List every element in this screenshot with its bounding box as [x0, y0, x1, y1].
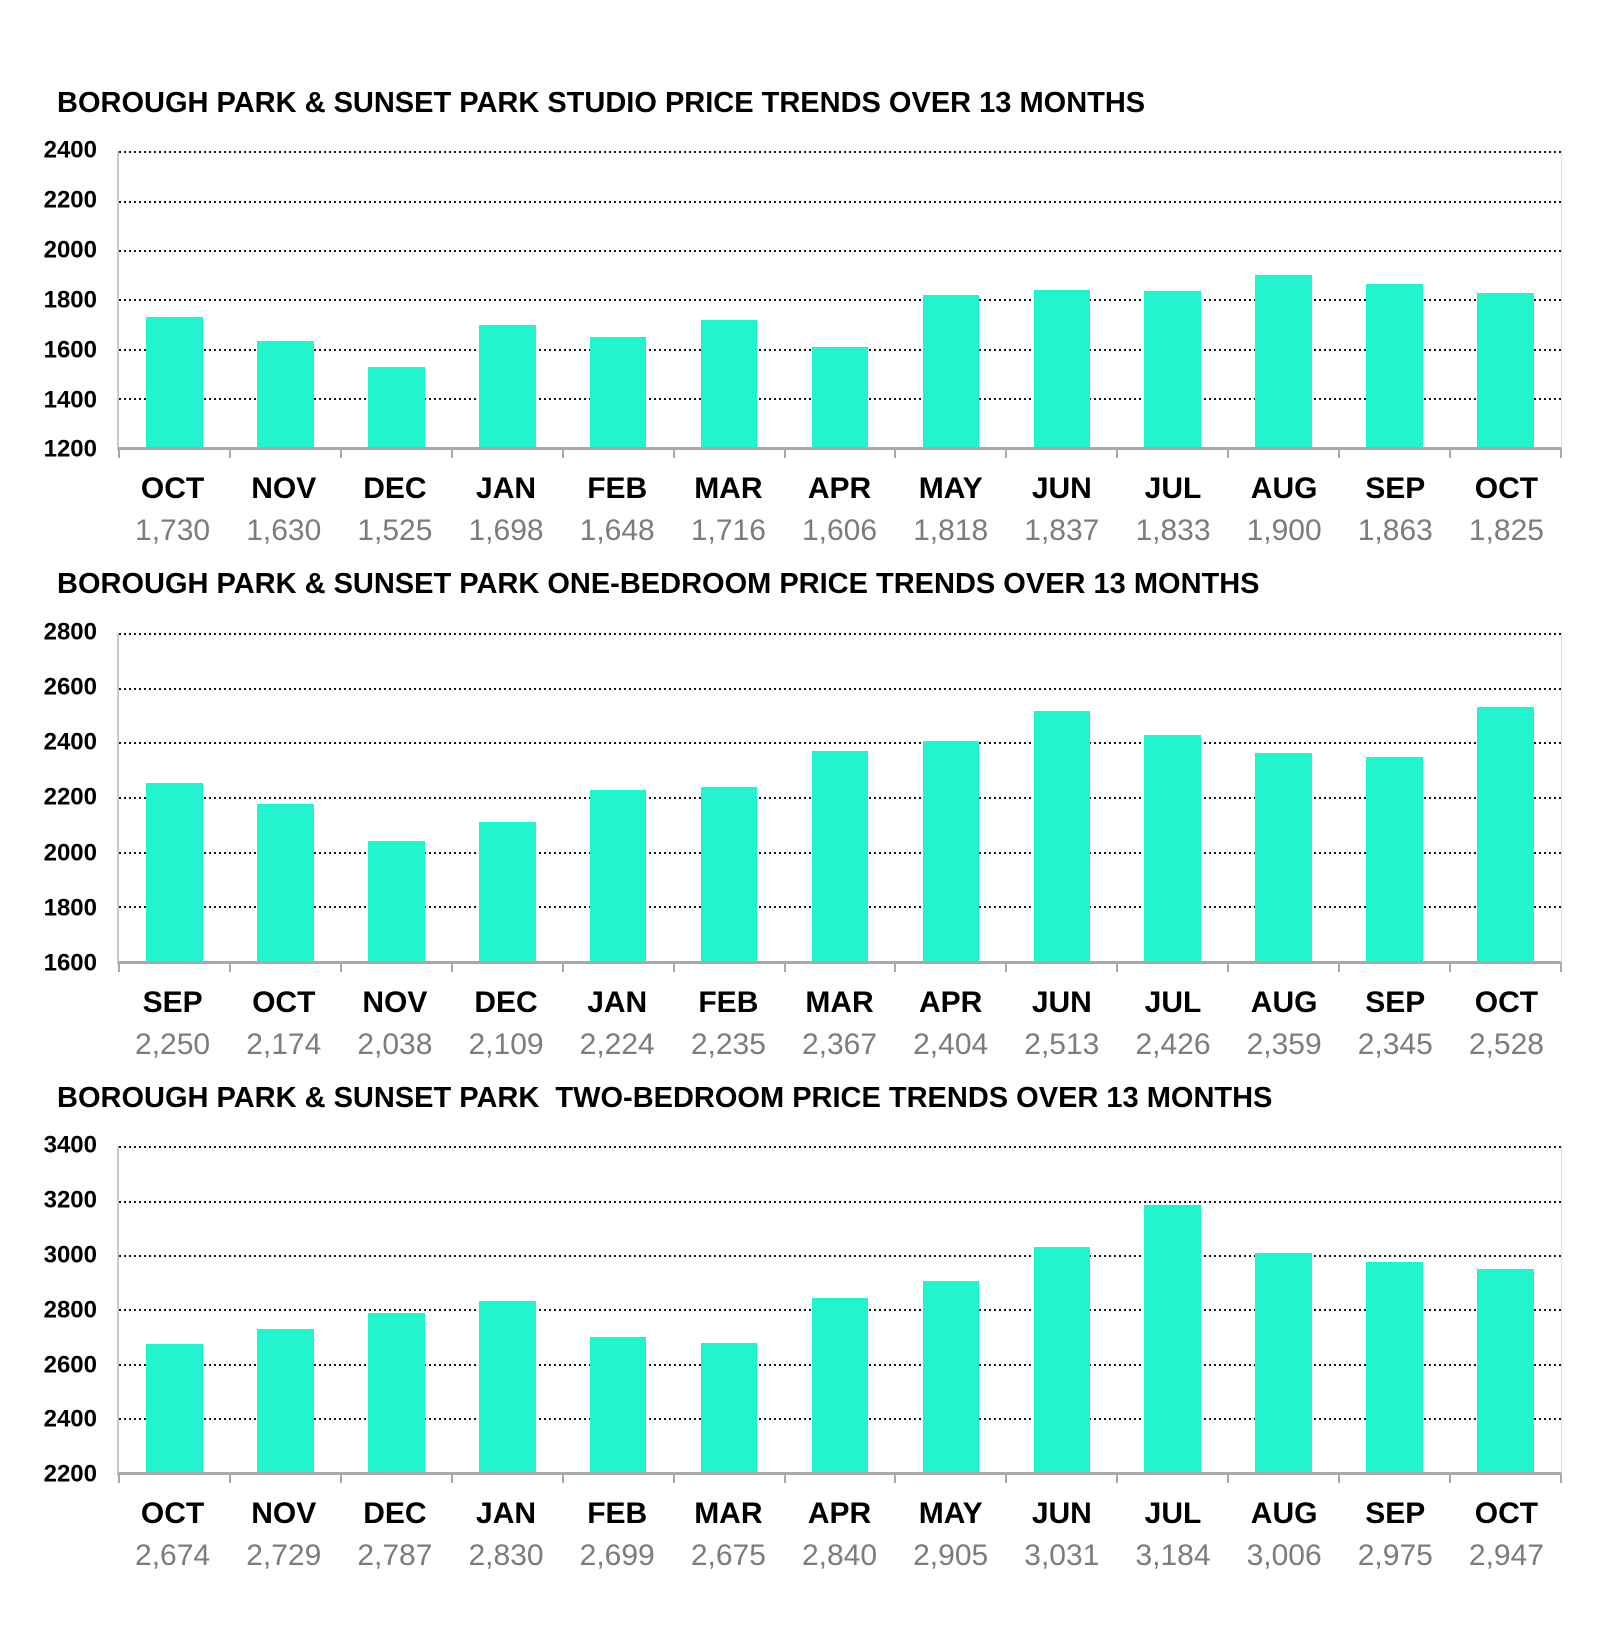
bar — [701, 320, 758, 447]
x-value-label: 1,863 — [1357, 514, 1433, 548]
chart-title: BOROUGH PARK & SUNSET PARK STUDIO PRICE TRENDS OVER 13 MONTHS — [57, 87, 1146, 119]
price-trend-chart — [0, 1083, 1600, 1572]
y-tick-label: 2200 — [43, 1460, 97, 1488]
bar-slot — [1006, 151, 1117, 447]
bar — [1477, 707, 1534, 961]
x-label-slot — [1006, 1497, 1117, 1572]
x-label-slot — [1451, 1497, 1562, 1572]
x-value-label: 2,174 — [246, 1027, 322, 1061]
x-label-slot — [339, 986, 450, 1061]
x-month-label: NOV — [251, 1497, 317, 1531]
x-label-slot — [339, 1497, 450, 1572]
x-value-label: 2,109 — [468, 1027, 544, 1061]
x-value-label: 3,031 — [1024, 1539, 1100, 1573]
x-axis-tick — [1227, 450, 1229, 458]
x-value-label: 1,730 — [135, 514, 211, 548]
x-label-slot — [228, 986, 339, 1061]
x-axis-tick — [894, 1475, 896, 1483]
bar-slot — [895, 151, 1006, 447]
x-month-label: APR — [807, 1497, 872, 1531]
bar — [479, 822, 536, 961]
x-axis-tick — [1338, 964, 1340, 972]
x-axis-tick — [1449, 450, 1451, 458]
x-month-label: JAN — [476, 1497, 537, 1531]
x-month-label: AUG — [1250, 1497, 1318, 1531]
x-axis-tick — [451, 450, 453, 458]
plot-area — [117, 151, 1562, 450]
x-axis-labels — [117, 1497, 1562, 1572]
bar-slot — [1117, 633, 1228, 961]
bar — [368, 1313, 425, 1472]
x-month-label: OCT — [140, 1497, 205, 1531]
y-tick-label: 2600 — [43, 1351, 97, 1379]
bar — [1477, 1269, 1534, 1472]
x-axis-tick — [1227, 964, 1229, 972]
bar-slot — [341, 1146, 452, 1472]
x-value-label: 1,525 — [357, 514, 433, 548]
x-value-label: 1,630 — [246, 514, 322, 548]
x-axis-tick — [229, 964, 231, 972]
price-trend-chart — [0, 88, 1600, 547]
bar-slot — [341, 151, 452, 447]
x-label-slot — [117, 472, 228, 547]
x-label-slot — [562, 472, 673, 547]
plot-area — [117, 633, 1562, 964]
x-axis-tick — [1227, 1475, 1229, 1483]
x-axis-tick — [1560, 964, 1562, 972]
x-label-slot — [1117, 472, 1228, 547]
x-axis-tick — [451, 1475, 453, 1483]
y-tick-label: 1600 — [43, 949, 97, 977]
bar — [701, 1343, 758, 1472]
x-month-label: APR — [807, 472, 872, 506]
plot-area — [117, 1146, 1562, 1475]
bar-slot — [1228, 633, 1339, 961]
bar-slot — [1339, 1146, 1450, 1472]
x-month-label: JUL — [1144, 1497, 1202, 1531]
bar — [1255, 753, 1312, 960]
x-label-slot — [673, 1497, 784, 1572]
bar — [257, 341, 314, 447]
x-axis-tick — [562, 1475, 564, 1483]
x-label-slot — [895, 472, 1006, 547]
x-label-slot — [1006, 472, 1117, 547]
x-month-label: SEP — [1365, 1497, 1426, 1531]
x-label-slot — [784, 472, 895, 547]
bar-series — [119, 1146, 1561, 1472]
x-axis-tick — [451, 964, 453, 972]
x-month-label: SEP — [1365, 985, 1426, 1019]
x-month-label: MAR — [805, 985, 874, 1019]
x-label-slot — [1117, 986, 1228, 1061]
x-month-label: NOV — [251, 472, 317, 506]
bar-slot — [674, 1146, 785, 1472]
y-tick-label: 3200 — [43, 1186, 97, 1214]
bar-slot — [1228, 151, 1339, 447]
bar-slot — [1006, 633, 1117, 961]
x-label-slot — [673, 472, 784, 547]
x-label-slot — [450, 986, 561, 1061]
x-label-slot — [673, 986, 784, 1061]
x-month-label: JAN — [587, 985, 648, 1019]
y-tick-label: 2400 — [43, 1405, 97, 1433]
x-month-label: NOV — [362, 985, 428, 1019]
bar — [812, 347, 869, 447]
y-tick-label: 3400 — [43, 1131, 97, 1159]
x-month-label: MAR — [694, 1497, 763, 1531]
bar-slot — [895, 633, 1006, 961]
bar — [1144, 291, 1201, 447]
x-label-slot — [1451, 472, 1562, 547]
bar-slot — [230, 1146, 341, 1472]
x-value-label: 1,818 — [913, 514, 989, 548]
bar — [812, 1298, 869, 1472]
bar-slot — [1339, 151, 1450, 447]
x-axis-labels — [117, 986, 1562, 1061]
y-tick-label: 2600 — [43, 673, 97, 701]
bar — [1477, 293, 1534, 447]
x-label-slot — [895, 1497, 1006, 1572]
y-tick-label: 2000 — [43, 236, 97, 264]
x-value-label: 1,648 — [579, 514, 655, 548]
x-month-label: JAN — [476, 472, 537, 506]
y-tick-label: 2800 — [43, 1296, 97, 1324]
plot-region — [0, 618, 1562, 977]
bar-slot — [1450, 151, 1561, 447]
bar — [146, 1344, 203, 1473]
x-label-slot — [117, 1497, 228, 1572]
bar-slot — [230, 151, 341, 447]
bar — [923, 1281, 980, 1473]
x-axis-tick — [1449, 964, 1451, 972]
bar — [146, 783, 203, 961]
x-label-slot — [1340, 986, 1451, 1061]
y-tick-label: 1800 — [43, 894, 97, 922]
x-value-label: 2,729 — [246, 1539, 322, 1573]
x-month-label: AUG — [1250, 472, 1318, 506]
x-month-label: OCT — [252, 985, 316, 1019]
x-month-label: JUN — [1031, 472, 1092, 506]
x-axis-labels — [117, 472, 1562, 547]
x-month-label: AUG — [1250, 985, 1318, 1019]
bar — [257, 1329, 314, 1473]
x-value-label: 1,698 — [468, 514, 544, 548]
bar — [1366, 1262, 1423, 1473]
x-month-label: DEC — [474, 985, 538, 1019]
bar-slot — [895, 1146, 1006, 1472]
x-value-label: 2,840 — [801, 1539, 878, 1573]
bar — [590, 790, 647, 961]
bar-slot — [563, 1146, 674, 1472]
x-axis-tick — [1560, 450, 1562, 458]
bar — [812, 751, 869, 961]
y-tick-label: 3000 — [43, 1241, 97, 1269]
x-value-label: 1,606 — [801, 514, 878, 548]
x-axis-tick — [894, 450, 896, 458]
x-month-label: JUL — [1144, 472, 1202, 506]
bar — [1144, 735, 1201, 961]
x-axis-tick — [118, 1475, 120, 1483]
x-axis-tick — [673, 1475, 675, 1483]
x-value-label: 2,528 — [1468, 1027, 1544, 1061]
x-label-slot — [1451, 986, 1562, 1061]
y-tick-label: 1400 — [43, 386, 97, 414]
bar — [923, 295, 980, 447]
x-axis-tick — [1116, 450, 1118, 458]
x-axis-tick — [894, 964, 896, 972]
x-value-label: 3,184 — [1135, 1539, 1211, 1573]
bar — [1034, 290, 1091, 447]
chart-title: BOROUGH PARK & SUNSET PARK TWO-BEDROOM PRICE TRENDS OVER 13 MONTHS — [57, 1081, 1273, 1114]
bar-slot — [119, 151, 230, 447]
x-value-label: 1,900 — [1246, 514, 1322, 548]
y-tick-label: 2000 — [43, 838, 97, 866]
x-month-label: FEB — [587, 472, 648, 506]
x-label-slot — [1340, 472, 1451, 547]
x-label-slot — [450, 1497, 561, 1572]
x-label-slot — [562, 1497, 673, 1572]
x-month-label: SEP — [142, 985, 203, 1019]
x-label-slot — [895, 986, 1006, 1061]
bar-slot — [1117, 151, 1228, 447]
bar-slot — [1117, 1146, 1228, 1472]
price-trend-chart — [0, 569, 1600, 1060]
bar — [1255, 275, 1312, 448]
x-label-slot — [1229, 1497, 1340, 1572]
y-axis — [0, 1131, 117, 1488]
bar-slot — [119, 1146, 230, 1472]
x-axis-tick — [784, 450, 786, 458]
y-tick-label: 2200 — [43, 783, 97, 811]
x-label-slot — [1340, 1497, 1451, 1572]
x-axis-tick — [1116, 964, 1118, 972]
bar — [701, 787, 758, 961]
bar-slot — [341, 633, 452, 961]
x-month-label: APR — [919, 985, 983, 1019]
bar-slot — [119, 633, 230, 961]
bar — [1366, 757, 1423, 961]
plot-region — [0, 136, 1562, 463]
bar — [590, 1337, 647, 1473]
bar-slot — [452, 151, 563, 447]
x-month-label: MAY — [918, 472, 983, 506]
bar — [257, 804, 314, 961]
x-value-label: 2,359 — [1246, 1027, 1322, 1061]
x-month-label: DEC — [363, 472, 427, 506]
plot-region — [0, 1131, 1562, 1488]
x-label-slot — [1006, 986, 1117, 1061]
x-month-label: MAR — [694, 472, 763, 506]
x-value-label: 2,426 — [1135, 1027, 1211, 1061]
x-axis-tick — [118, 450, 120, 458]
bar-slot — [674, 151, 785, 447]
x-value-label: 2,250 — [135, 1027, 211, 1061]
chart-title: BOROUGH PARK & SUNSET PARK ONE-BEDROOM PRICE TRENDS OVER 13 MONTHS — [57, 568, 1260, 601]
x-value-label: 2,830 — [468, 1539, 544, 1573]
x-month-label: FEB — [698, 985, 759, 1019]
bar-slot — [452, 1146, 563, 1472]
x-label-slot — [450, 472, 561, 547]
x-value-label: 2,947 — [1468, 1539, 1544, 1573]
x-value-label: 2,674 — [135, 1539, 211, 1573]
bar — [368, 367, 425, 447]
bar-slot — [785, 1146, 896, 1472]
bar-slot — [563, 633, 674, 961]
bar — [1366, 284, 1423, 448]
bar-series — [119, 151, 1561, 447]
x-axis-tick — [562, 964, 564, 972]
bar — [368, 841, 425, 961]
y-tick-label: 1200 — [43, 435, 97, 463]
x-value-label: 1,833 — [1135, 514, 1211, 548]
x-axis-tick — [340, 964, 342, 972]
x-label-slot — [562, 986, 673, 1061]
x-axis-tick — [784, 1475, 786, 1483]
x-month-label: OCT — [1474, 985, 1539, 1019]
y-tick-label: 2400 — [43, 728, 97, 756]
x-label-slot — [784, 986, 895, 1061]
x-axis-tick — [1560, 1475, 1562, 1483]
x-axis-tick — [229, 1475, 231, 1483]
x-axis-tick — [229, 450, 231, 458]
x-value-label: 3,006 — [1246, 1539, 1322, 1573]
bar-slot — [563, 151, 674, 447]
x-month-label: FEB — [587, 1497, 648, 1531]
bar — [1144, 1205, 1201, 1472]
y-axis — [0, 618, 117, 977]
bar-slot — [1339, 633, 1450, 961]
x-axis-tick — [1005, 964, 1007, 972]
x-label-slot — [228, 472, 339, 547]
bar — [479, 1301, 536, 1472]
x-label-slot — [117, 986, 228, 1061]
x-value-label: 2,224 — [579, 1027, 655, 1061]
y-tick-label: 1800 — [43, 286, 97, 314]
x-value-label: 2,675 — [690, 1539, 766, 1573]
bar — [1255, 1253, 1312, 1472]
x-value-label: 2,038 — [357, 1027, 433, 1061]
x-value-label: 2,513 — [1024, 1027, 1100, 1061]
y-axis — [0, 136, 117, 463]
x-label-slot — [339, 472, 450, 547]
x-value-label: 2,367 — [801, 1027, 878, 1061]
bar-slot — [674, 633, 785, 961]
x-value-label: 1,825 — [1468, 514, 1544, 548]
x-axis-tick — [118, 964, 120, 972]
x-axis-tick — [784, 964, 786, 972]
x-month-label: DEC — [363, 1497, 427, 1531]
x-value-label: 1,716 — [690, 514, 766, 548]
x-month-label: JUL — [1144, 985, 1202, 1019]
x-month-label: OCT — [1474, 472, 1539, 506]
bar — [923, 741, 980, 961]
x-month-label: JUN — [1031, 985, 1092, 1019]
bar-slot — [452, 633, 563, 961]
bar — [1034, 1247, 1091, 1473]
x-axis-tick — [1005, 1475, 1007, 1483]
y-tick-label: 2200 — [43, 186, 97, 214]
bar-slot — [1450, 633, 1561, 961]
x-label-slot — [1229, 986, 1340, 1061]
y-tick-label: 1600 — [43, 336, 97, 364]
x-label-slot — [1229, 472, 1340, 547]
bar — [146, 317, 203, 448]
x-value-label: 2,404 — [913, 1027, 989, 1061]
x-month-label: MAY — [918, 1497, 983, 1531]
y-tick-label: 2400 — [43, 136, 97, 164]
bar — [1034, 711, 1091, 961]
x-label-slot — [784, 1497, 895, 1572]
x-value-label: 1,837 — [1024, 514, 1100, 548]
bar-slot — [1228, 1146, 1339, 1472]
x-value-label: 2,975 — [1357, 1539, 1433, 1573]
bar-slot — [1450, 1146, 1561, 1472]
x-value-label: 2,235 — [690, 1027, 766, 1061]
x-axis-tick — [673, 450, 675, 458]
x-value-label: 2,345 — [1357, 1027, 1433, 1061]
x-axis-tick — [562, 450, 564, 458]
x-axis-tick — [340, 1475, 342, 1483]
x-value-label: 2,905 — [913, 1539, 989, 1573]
bar-slot — [785, 633, 896, 961]
x-label-slot — [1117, 1497, 1228, 1572]
x-axis-tick — [340, 450, 342, 458]
x-month-label: OCT — [140, 472, 205, 506]
bar-series — [119, 633, 1561, 961]
bar — [590, 337, 647, 448]
x-month-label: OCT — [1474, 1497, 1539, 1531]
x-axis-tick — [1338, 1475, 1340, 1483]
x-value-label: 2,787 — [357, 1539, 433, 1573]
y-tick-label: 2800 — [43, 618, 97, 646]
x-label-slot — [228, 1497, 339, 1572]
x-axis-tick — [1005, 450, 1007, 458]
x-value-label: 2,699 — [579, 1539, 655, 1573]
bar — [479, 325, 536, 448]
x-month-label: JUN — [1031, 1497, 1092, 1531]
x-month-label: SEP — [1365, 472, 1426, 506]
bar-slot — [1006, 1146, 1117, 1472]
x-axis-tick — [1338, 450, 1340, 458]
bar-slot — [785, 151, 896, 447]
bar-slot — [230, 633, 341, 961]
x-axis-tick — [1449, 1475, 1451, 1483]
x-axis-tick — [1116, 1475, 1118, 1483]
x-axis-tick — [673, 964, 675, 972]
